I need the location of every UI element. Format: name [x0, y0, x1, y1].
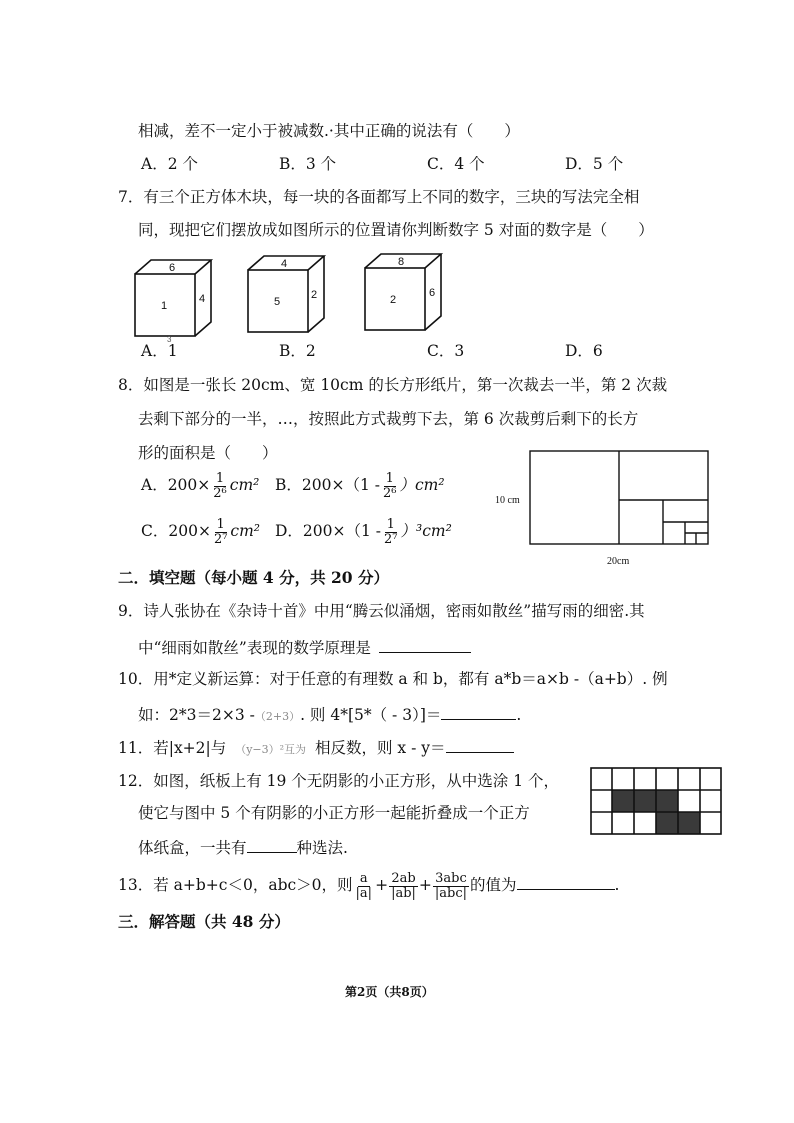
q8-line2: 去剩下部分的一半，…，按照此方式裁剪下去，第 6 次裁剪后剩下的长方 [138, 410, 639, 428]
q8-paper-figure [495, 448, 715, 573]
q7-option-c: C．3 [427, 342, 465, 360]
q7-option-a: A．1 [141, 342, 178, 360]
q8-option-d: D．200×（1 - $\frac{1}{\text{2⁷}}$ ）³cm² [275, 517, 452, 547]
cube1-front: 1 [161, 300, 168, 312]
q7-option-d: D．6 [565, 342, 603, 360]
cube1-bottom-hint: 3 [167, 335, 172, 342]
q10-line1: 10．用*定义新运算：对于任意的有理数 a 和 b，都有 a*b＝a×b -（a+b）. 例 [118, 670, 668, 688]
section-3-title: 三．解答题（共 48 分） [118, 912, 290, 931]
q8-width-label: 20cm [607, 556, 630, 567]
q11-answer-blank [446, 738, 514, 753]
q12-grid-figure [590, 767, 722, 836]
q8-option-c: C．200× $\frac{1}{\text{2⁷}}$ cm² [141, 517, 261, 547]
cube3-right: 6 [429, 287, 436, 299]
cube2-right: 2 [311, 289, 318, 301]
q13-answer-blank [517, 875, 615, 890]
section-2-title: 二．填空题（每小题 4 分，共 20 分） [118, 568, 389, 587]
q7-line2: 同，现把它们摆放成如图所示的位置请你判断数字 5 对面的数字是（ ） [138, 221, 654, 239]
q12-line1: 12．如图，纸板上有 19 个无阴影的小正方形，从中选涂 1 个， [118, 772, 560, 790]
q6-text: 相减，差不一定小于被减数.·其中正确的说法有（ ） [138, 122, 520, 140]
q6-option-d: D．5 个 [565, 155, 624, 173]
q10-line2: 如：2*3＝2×3 -（2+3）. 则 4*[5*（ - 3）]＝ . [138, 706, 522, 724]
cube3-top: 8 [398, 256, 405, 268]
cube1-right: 4 [199, 293, 206, 305]
cube2-front: 5 [274, 296, 281, 308]
q7-line1: 7．有三个正方体木块，每一块的各面都写上不同的数字，三块的写法完全相 [118, 188, 640, 206]
q7-option-b: B．2 [279, 342, 316, 360]
cube3-front: 2 [390, 294, 397, 306]
cube1-top: 6 [169, 262, 176, 274]
q10-answer-blank [441, 705, 516, 720]
q12-line3: 体纸盒，一共有 种选法. [138, 839, 348, 857]
q11-line: 11．若|x+2|与 （y−3）²互为 相反数，则 x - y＝ [118, 738, 514, 757]
q8-line3: 形的面积是（ ） [138, 444, 278, 462]
q8-height-label: 10 cm [495, 495, 520, 506]
q7-cubes-figure [125, 252, 455, 342]
q6-option-c: C．4 个 [427, 155, 485, 173]
q6-option-b: B．3 个 [279, 155, 337, 173]
q9-line2: 中“细雨如散丝”表现的数学原理是 [138, 638, 471, 657]
q8-option-b: B．200×（1 - $\frac{1}{\text{2⁶}}$ ）cm² [275, 471, 445, 501]
q6-option-a: A．2 个 [141, 155, 198, 173]
q9-answer-blank [379, 638, 471, 653]
q12-answer-blank [247, 838, 297, 853]
cube2-top: 4 [281, 258, 288, 270]
q13-line: 13．若 a+b+c＜0，abc＞0，则 $\frac{a}{|a|}$ + $\frac{2ab}{|ab|}$ + $\frac{\text{3abc}}{\text{|abc|}}$ 的值为 . [118, 871, 620, 901]
q12-line2: 使它与图中 5 个有阴影的小正方形一起能折叠成一个正方 [138, 804, 530, 822]
page-footer: 第2页（共8页） [345, 985, 434, 999]
q9-line1: 9．诗人张协在《杂诗十首》中用“腾云似涌烟，密雨如散丝”描写雨的细密.其 [118, 602, 645, 620]
q8-option-a: A．200× $\frac{1}{\text{2⁶}}$ cm² [141, 471, 260, 501]
q8-line1: 8．如图是一张长 20cm、宽 10cm 的长方形纸片，第一次裁去一半，第 2 次裁 [118, 376, 668, 394]
